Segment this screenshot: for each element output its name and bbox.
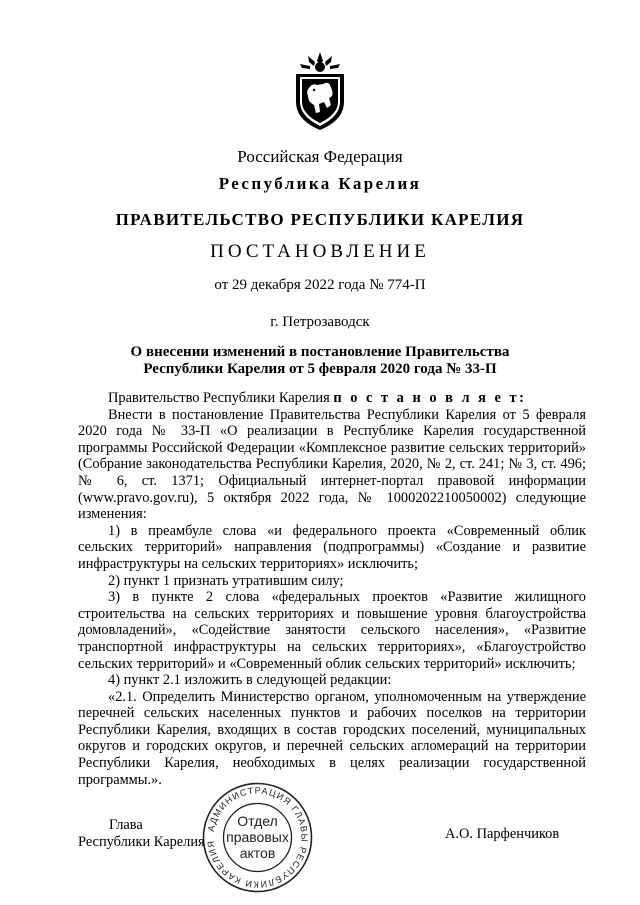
- star-icon: [300, 52, 340, 72]
- date-number: от 29 декабря 2022 года № 774-П: [214, 277, 426, 293]
- signatory-title-line-1: Глава: [109, 817, 143, 833]
- signatory-title-line-2: Республики Карелия: [78, 834, 205, 850]
- item-4: 4) пункт 2.1 изложить в следующей редакции:: [108, 672, 392, 689]
- signatory-name: А.О. Парфенчиков: [445, 826, 560, 842]
- item-2: 2) пункт 1 признать утратившим силу;: [108, 572, 344, 589]
- signatory-title: [78, 817, 205, 851]
- city: г. Петрозаводск: [270, 314, 370, 330]
- stamp-center-line-1: Отдел: [237, 813, 278, 829]
- country-name: Российская Федерация: [237, 147, 403, 166]
- stamp-center-line-2: правовых: [226, 829, 289, 845]
- intro-paragraph: Внести в постановление Правительства Республики Карелия от 5 февраля 2020 года № 33-П «О реализации в Республике Карелия государственной программы Российской Федерации «Комплексное развитие сельских территорий» (Собрание законодательства Республики Карелия, 2020, № 2, ст. 241; № 3, ст. 496; № 6, ст. 1371; Официальный интернет-портал правовой информации (www.pravo.gov.ru), 5 октября 2022 года, № 1000202210050002) следующие изменения:: [78, 406, 586, 523]
- preamble-text: Правительство Республики Карелия: [108, 390, 334, 406]
- preamble: [78, 390, 586, 407]
- official-stamp: [200, 780, 315, 895]
- republic-name: Республика Карелия: [218, 174, 422, 193]
- document-body: [78, 390, 586, 788]
- item-1: 1) в преамбуле слова «и федерального проекта «Современный облик сельских территорий» направления (подпрограммы) «Создание и развитие инфраструктуры на сельских территориях» исключить;: [78, 522, 586, 572]
- government-title: ПРАВИТЕЛЬСТВО РЕСПУБЛИКИ КАРЕЛИЯ: [115, 210, 525, 229]
- coat-of-arms-emblem: [292, 52, 348, 132]
- stamp-ring-text: АДМИНИСТРАЦИЯ ГЛАВЫ РЕСПУБЛИКИ КАРЕЛИЯ: [205, 785, 310, 890]
- document-type: ПОСТАНОВЛЕНИЕ: [210, 241, 430, 262]
- document-subject: [0, 344, 640, 378]
- subject-line-1: О внесении изменений в постановление Правительства: [130, 344, 510, 360]
- preamble-decree-word: п о с т а н о в л я е т:: [333, 390, 527, 406]
- quoted-paragraph: «2.1. Определить Министерство органом, уполномоченным на утверждение перечней сельских населенных пунктов и рабочих поселков на территории Республики Карелия, входящих в состав городских поселений, муниципальных округов и городских округов, и перечней сельских агломераций на территории Республики Карелия, необходимых в целях реализации государственной программы.».: [78, 688, 586, 788]
- stamp-center-line-3: актов: [239, 845, 276, 861]
- item-3: 3) в пункте 2 слова «федеральных проектов «Развитие жилищного строительства на сельских территориях и повышение уровня благоустройства домовладений», «Содействие занятости сельского населения», «Развитие транспортной инфраструктуры на сельских территориях», «Благоустройство сельских территорий» и «Современный облик сельских территорий» исключить;: [78, 589, 586, 672]
- subject-line-2: Республики Карелия от 5 февраля 2020 года № 33-П: [143, 361, 497, 377]
